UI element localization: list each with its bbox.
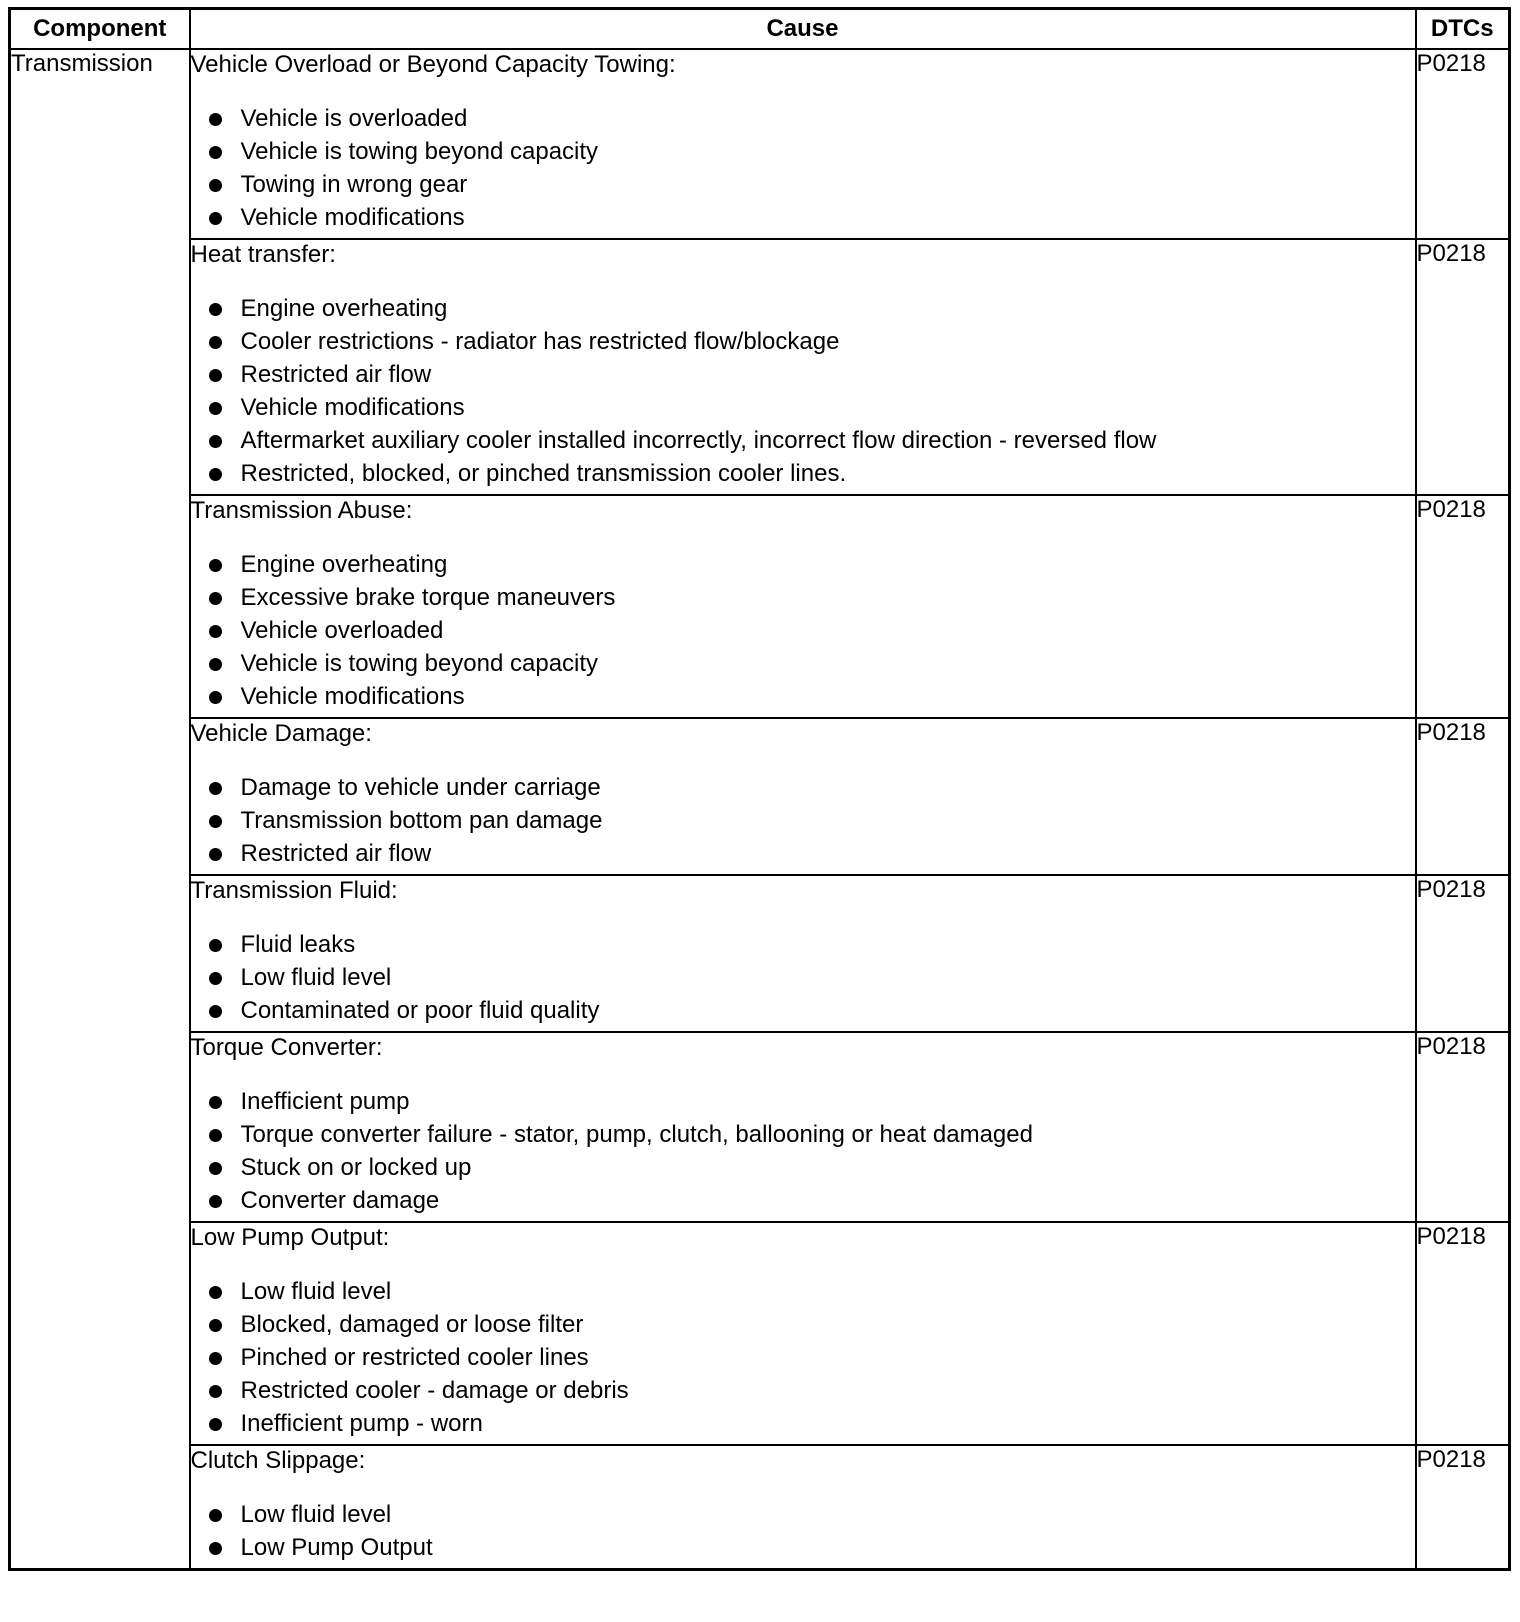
cause-title: Low Pump Output: xyxy=(190,1224,390,1251)
list-item-text: Torque converter failure - stator, pump, clutch, ballooning or heat damaged xyxy=(240,1121,1033,1148)
list-item-text: Converter damage xyxy=(240,1187,440,1214)
list-item-text: Vehicle modifications xyxy=(240,394,465,421)
cause-title: Vehicle Damage: xyxy=(190,720,372,747)
list-item xyxy=(191,1184,1415,1217)
list-item-text: Aftermarket auxiliary cooler installed incorrectly, incorrect flow direction - reversed flow xyxy=(240,427,1157,454)
table-row xyxy=(10,1222,1510,1445)
list-item-text: Vehicle overloaded xyxy=(240,617,444,644)
cause-list xyxy=(191,292,1415,490)
list-item xyxy=(191,961,1415,994)
list-item-text: Restricted, blocked, or pinched transmission cooler lines. xyxy=(240,460,847,487)
header-row xyxy=(10,9,1510,50)
bullet-icon xyxy=(209,1418,222,1431)
bullet-icon xyxy=(209,468,222,481)
list-item xyxy=(191,201,1415,234)
bullet-icon xyxy=(209,179,222,192)
list-item-text: Engine overheating xyxy=(240,295,448,322)
dtc-cell: P0218 xyxy=(1416,239,1510,495)
cause-list xyxy=(191,102,1415,234)
bullet-icon xyxy=(209,1352,222,1365)
list-item-text: Inefficient pump - worn xyxy=(240,1410,483,1437)
bullet-icon xyxy=(209,691,222,704)
bullet-icon xyxy=(209,1005,222,1018)
cause-title: Clutch Slippage: xyxy=(190,1447,366,1474)
table-row xyxy=(10,1032,1510,1222)
list-item-text: Excessive brake torque maneuvers xyxy=(240,584,616,611)
list-item-text: Low fluid level xyxy=(240,1278,392,1305)
cause-cell xyxy=(190,495,1416,718)
list-item xyxy=(191,1308,1415,1341)
cause-cell xyxy=(190,239,1416,495)
bullet-icon xyxy=(209,113,222,126)
bullet-icon xyxy=(209,972,222,985)
list-item-text: Pinched or restricted cooler lines xyxy=(240,1344,589,1371)
bullet-icon xyxy=(209,939,222,952)
cause-cell xyxy=(190,718,1416,875)
list-item xyxy=(191,424,1415,457)
list-item xyxy=(191,1118,1415,1151)
cause-list xyxy=(191,1085,1415,1217)
bullet-icon xyxy=(209,592,222,605)
bullet-icon xyxy=(209,625,222,638)
list-item xyxy=(191,614,1415,647)
cause-list xyxy=(191,548,1415,713)
list-item xyxy=(191,647,1415,680)
bullet-icon xyxy=(209,1096,222,1109)
bullet-icon xyxy=(209,402,222,415)
list-item-text: Engine overheating xyxy=(240,551,448,578)
list-item xyxy=(191,837,1415,870)
cause-list xyxy=(191,928,1415,1027)
list-item xyxy=(191,391,1415,424)
table-row xyxy=(10,1445,1510,1570)
table-row xyxy=(10,495,1510,718)
list-item xyxy=(191,358,1415,391)
bullet-icon xyxy=(209,1286,222,1299)
list-item xyxy=(191,1085,1415,1118)
list-item xyxy=(191,325,1415,358)
table-row xyxy=(10,239,1510,495)
list-item xyxy=(191,548,1415,581)
list-item-text: Restricted air flow xyxy=(240,361,432,388)
dtc-cell: P0218 xyxy=(1416,1032,1510,1222)
bullet-icon xyxy=(209,146,222,159)
diagnostic-table xyxy=(8,7,1511,1571)
list-item-text: Inefficient pump xyxy=(240,1088,410,1115)
cause-list xyxy=(191,1275,1415,1440)
table-body xyxy=(10,49,1510,1570)
bullet-icon xyxy=(209,1195,222,1208)
list-item xyxy=(191,457,1415,490)
list-item xyxy=(191,102,1415,135)
list-item xyxy=(191,135,1415,168)
list-item xyxy=(191,928,1415,961)
bullet-icon xyxy=(209,1319,222,1332)
list-item-text: Towing in wrong gear xyxy=(240,171,468,198)
cause-cell xyxy=(190,1445,1416,1570)
table-row xyxy=(10,875,1510,1032)
cause-cell xyxy=(190,1222,1416,1445)
list-item-text: Low fluid level xyxy=(240,964,392,991)
dtc-cell: P0218 xyxy=(1416,495,1510,718)
list-item xyxy=(191,1531,1415,1564)
dtc-cell: P0218 xyxy=(1416,718,1510,875)
bullet-icon xyxy=(209,435,222,448)
list-item xyxy=(191,1151,1415,1184)
bullet-icon xyxy=(209,1162,222,1175)
list-item xyxy=(191,1407,1415,1440)
bullet-icon xyxy=(209,658,222,671)
list-item xyxy=(191,292,1415,325)
dtc-cell: P0218 xyxy=(1416,1445,1510,1570)
list-item-text: Low Pump Output xyxy=(240,1534,433,1561)
dtc-cell: P0218 xyxy=(1416,875,1510,1032)
bullet-icon xyxy=(209,1385,222,1398)
list-item-text: Damage to vehicle under carriage xyxy=(240,774,601,801)
bullet-icon xyxy=(209,815,222,828)
list-item xyxy=(191,994,1415,1027)
bullet-icon xyxy=(209,369,222,382)
header-cause: Cause xyxy=(190,9,1416,50)
bullet-icon xyxy=(209,1509,222,1522)
list-item-text: Vehicle is towing beyond capacity xyxy=(240,650,599,677)
table-row xyxy=(10,718,1510,875)
list-item-text: Fluid leaks xyxy=(240,931,356,958)
list-item-text: Vehicle modifications xyxy=(240,204,465,231)
bullet-icon xyxy=(209,559,222,572)
cause-cell xyxy=(190,875,1416,1032)
bullet-icon xyxy=(209,336,222,349)
header-component: Component xyxy=(10,9,190,50)
bullet-icon xyxy=(209,212,222,225)
bullet-icon xyxy=(209,303,222,316)
bullet-icon xyxy=(209,1129,222,1142)
list-item-text: Contaminated or poor fluid quality xyxy=(240,997,600,1024)
list-item xyxy=(191,680,1415,713)
list-item xyxy=(191,581,1415,614)
list-item xyxy=(191,1374,1415,1407)
bullet-icon xyxy=(209,782,222,795)
cause-list xyxy=(191,1498,1415,1564)
list-item xyxy=(191,1498,1415,1531)
cause-title: Torque Converter: xyxy=(190,1034,383,1061)
list-item-text: Vehicle is towing beyond capacity xyxy=(240,138,599,165)
list-item xyxy=(191,804,1415,837)
cause-title: Vehicle Overload or Beyond Capacity Towing: xyxy=(190,51,676,78)
header-dtcs: DTCs xyxy=(1416,9,1510,50)
cause-title: Transmission Fluid: xyxy=(190,877,398,904)
table-row xyxy=(10,49,1510,239)
list-item-text: Transmission bottom pan damage xyxy=(240,807,603,834)
bullet-icon xyxy=(209,848,222,861)
component-cell: Transmission xyxy=(10,49,190,1570)
list-item xyxy=(191,1275,1415,1308)
list-item-text: Restricted cooler - damage or debris xyxy=(240,1377,629,1404)
dtc-cell: P0218 xyxy=(1416,1222,1510,1445)
cause-list xyxy=(191,771,1415,870)
cause-cell xyxy=(190,1032,1416,1222)
list-item-text: Vehicle modifications xyxy=(240,683,465,710)
list-item xyxy=(191,168,1415,201)
list-item-text: Cooler restrictions - radiator has restricted flow/blockage xyxy=(240,328,840,355)
list-item-text: Stuck on or locked up xyxy=(240,1154,472,1181)
cause-cell xyxy=(190,49,1416,239)
cause-title: Heat transfer: xyxy=(190,241,336,268)
list-item xyxy=(191,1341,1415,1374)
list-item-text: Low fluid level xyxy=(240,1501,392,1528)
bullet-icon xyxy=(209,1542,222,1555)
list-item-text: Blocked, damaged or loose filter xyxy=(240,1311,584,1338)
list-item-text: Vehicle is overloaded xyxy=(240,105,468,132)
cause-title: Transmission Abuse: xyxy=(190,497,413,524)
list-item-text: Restricted air flow xyxy=(240,840,432,867)
list-item xyxy=(191,771,1415,804)
dtc-cell: P0218 xyxy=(1416,49,1510,239)
